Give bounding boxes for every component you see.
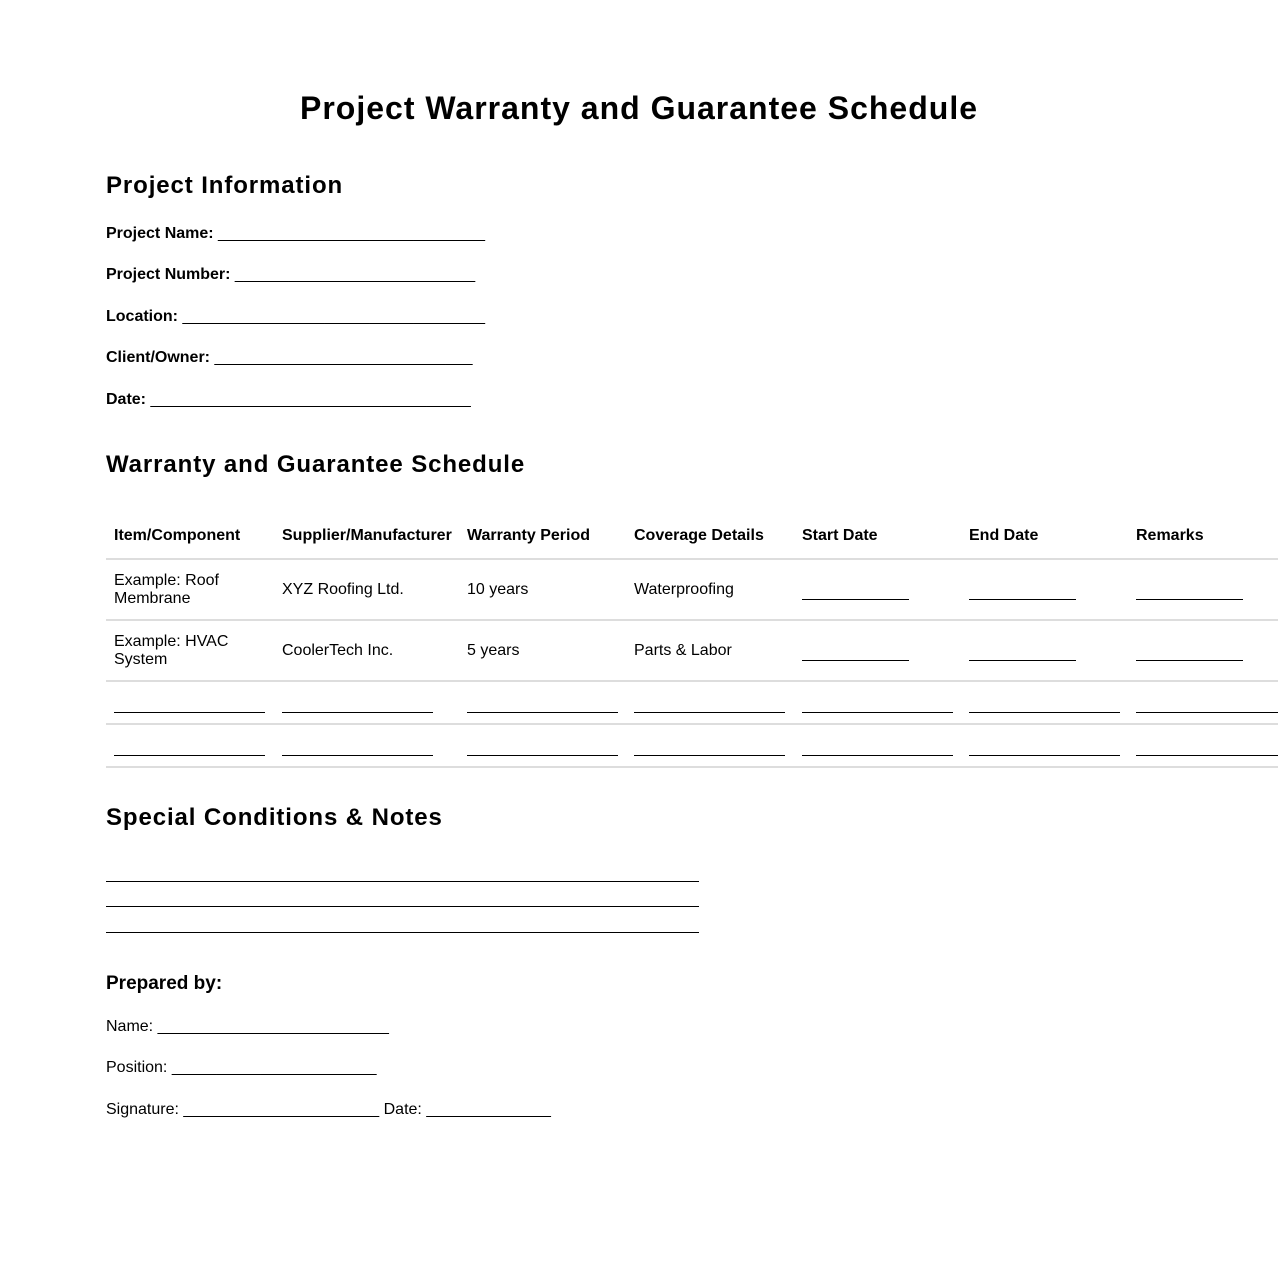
cell-supplier: CoolerTech Inc. <box>274 620 459 681</box>
table-row-empty <box>106 724 1278 767</box>
project-information-heading: Project Information <box>106 172 344 199</box>
item-blank[interactable] <box>114 692 265 713</box>
cell-supplier[interactable] <box>274 681 459 724</box>
project-name-blank[interactable]: ______________________________ <box>218 225 485 242</box>
column-header-item: Item/Component <box>106 514 274 559</box>
signature-date-field <box>106 1100 551 1120</box>
cell-item: Example: HVAC System <box>106 620 274 681</box>
location-blank[interactable]: __________________________________ <box>182 308 485 325</box>
remarks-blank[interactable] <box>1136 579 1243 600</box>
column-header-start-date: Start Date <box>794 514 961 559</box>
cell-supplier: XYZ Roofing Ltd. <box>274 559 459 620</box>
cell-start-date[interactable] <box>794 620 961 681</box>
notes-line-3[interactable] <box>106 912 699 933</box>
cell-item[interactable] <box>106 681 274 724</box>
table-row <box>106 620 1278 681</box>
project-name-label: Project Name: <box>106 225 214 242</box>
cell-end-date[interactable] <box>961 559 1128 620</box>
project-number-field[interactable] <box>106 265 475 285</box>
table-header-row <box>106 514 1278 559</box>
remarks-blank[interactable] <box>1136 735 1278 756</box>
notes-line-2[interactable] <box>106 886 699 907</box>
item-blank[interactable] <box>114 735 265 756</box>
cell-period[interactable] <box>459 724 626 767</box>
remarks-blank[interactable] <box>1136 692 1278 713</box>
preparer-name-blank[interactable]: __________________________ <box>157 1018 389 1035</box>
page-title: Project Warranty and Guarantee Schedule <box>300 90 978 126</box>
supplier-blank[interactable] <box>282 735 433 756</box>
cell-item: Example: Roof Membrane <box>106 559 274 620</box>
cell-start-date[interactable] <box>794 681 961 724</box>
prepared-by-heading: Prepared by: <box>106 973 223 994</box>
cell-remarks[interactable] <box>1128 620 1278 681</box>
client-owner-label: Client/Owner: <box>106 349 211 366</box>
table-row <box>106 559 1278 620</box>
period-blank[interactable] <box>467 692 618 713</box>
cell-end-date[interactable] <box>961 681 1128 724</box>
cell-start-date[interactable] <box>794 724 961 767</box>
cell-item[interactable] <box>106 724 274 767</box>
project-number-blank[interactable]: ___________________________ <box>234 266 476 283</box>
client-owner-field[interactable] <box>106 348 473 368</box>
end-date-blank[interactable] <box>969 640 1076 661</box>
cell-start-date[interactable] <box>794 559 961 620</box>
project-number-label: Project Number: <box>106 266 231 283</box>
notes-line-1[interactable] <box>106 861 699 882</box>
signature-date-label: Date: <box>383 1101 422 1118</box>
location-label: Location: <box>106 308 178 325</box>
remarks-blank[interactable] <box>1136 640 1243 661</box>
date-label: Date: <box>106 391 147 408</box>
cell-period: 10 years <box>459 559 626 620</box>
project-name-field[interactable] <box>106 224 485 244</box>
preparer-name-field[interactable] <box>106 1017 389 1037</box>
start-date-blank[interactable] <box>802 692 953 713</box>
cell-supplier[interactable] <box>274 724 459 767</box>
cell-period[interactable] <box>459 681 626 724</box>
preparer-name-label: Name: <box>106 1018 154 1035</box>
end-date-blank[interactable] <box>969 579 1076 600</box>
date-field[interactable] <box>106 390 471 410</box>
date-blank[interactable]: ____________________________________ <box>150 391 471 408</box>
client-owner-blank[interactable]: _____________________________ <box>214 349 473 366</box>
cell-remarks[interactable] <box>1128 724 1278 767</box>
column-header-period: Warranty Period <box>459 514 626 559</box>
signature-date-blank[interactable]: ______________ <box>426 1101 551 1118</box>
column-header-end-date: End Date <box>961 514 1128 559</box>
end-date-blank[interactable] <box>969 735 1120 756</box>
cell-remarks[interactable] <box>1128 681 1278 724</box>
start-date-blank[interactable] <box>802 579 909 600</box>
column-header-supplier: Supplier/Manufacturer <box>274 514 459 559</box>
cell-period: 5 years <box>459 620 626 681</box>
cell-remarks[interactable] <box>1128 559 1278 620</box>
special-conditions-heading: Special Conditions & Notes <box>106 804 443 831</box>
supplier-blank[interactable] <box>282 692 433 713</box>
cell-coverage: Waterproofing <box>626 559 794 620</box>
cell-end-date[interactable] <box>961 620 1128 681</box>
signature-blank[interactable]: ______________________ <box>183 1101 380 1118</box>
end-date-blank[interactable] <box>969 692 1120 713</box>
period-blank[interactable] <box>467 735 618 756</box>
cell-coverage[interactable] <box>626 681 794 724</box>
warranty-schedule-table <box>106 514 1278 768</box>
signature-label: Signature: <box>106 1101 179 1118</box>
cell-end-date[interactable] <box>961 724 1128 767</box>
cell-coverage: Parts & Labor <box>626 620 794 681</box>
preparer-position-label: Position: <box>106 1059 168 1076</box>
location-field[interactable] <box>106 307 485 327</box>
preparer-position-blank[interactable]: _______________________ <box>171 1059 377 1076</box>
coverage-blank[interactable] <box>634 735 785 756</box>
coverage-blank[interactable] <box>634 692 785 713</box>
preparer-position-field[interactable] <box>106 1058 377 1078</box>
column-header-remarks: Remarks <box>1128 514 1278 559</box>
start-date-blank[interactable] <box>802 735 953 756</box>
column-header-coverage: Coverage Details <box>626 514 794 559</box>
cell-coverage[interactable] <box>626 724 794 767</box>
schedule-heading: Warranty and Guarantee Schedule <box>106 451 526 478</box>
table-row-empty <box>106 681 1278 724</box>
start-date-blank[interactable] <box>802 640 909 661</box>
